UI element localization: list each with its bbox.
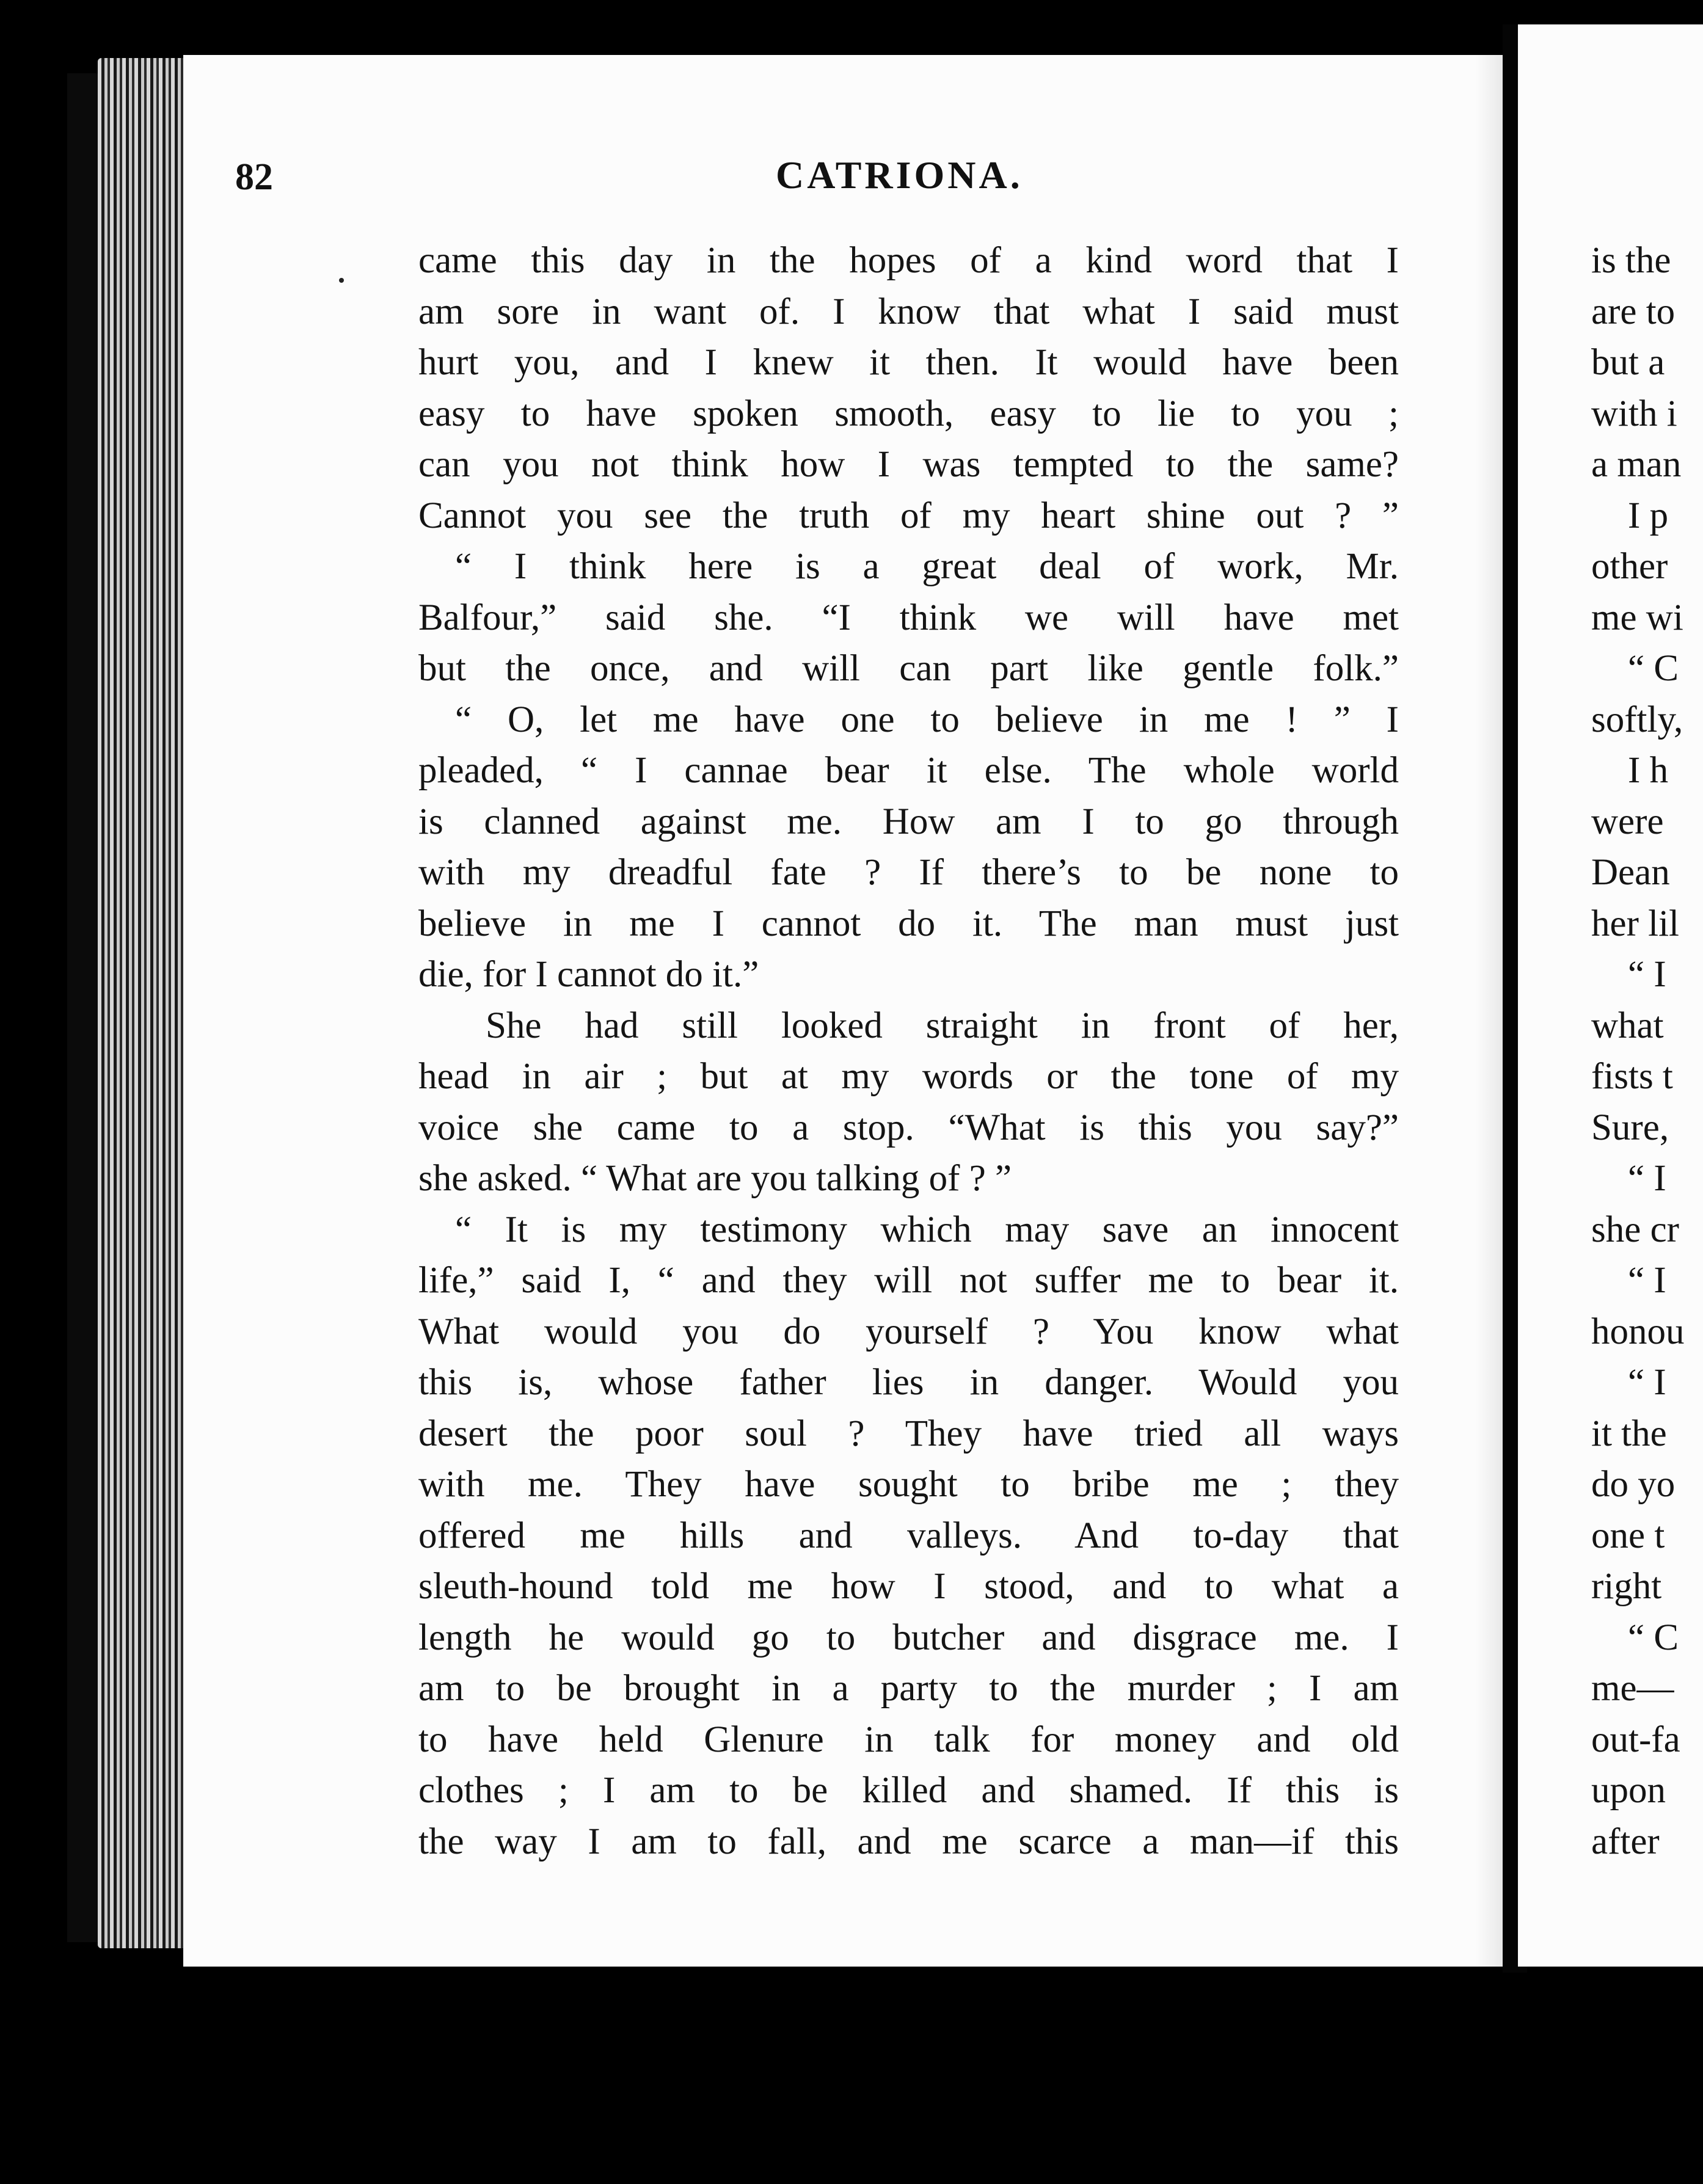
text-fragment: upon <box>1591 1770 1666 1811</box>
text-fragment: I h <box>1628 750 1669 791</box>
text-fragment: honou <box>1591 1311 1685 1352</box>
text-fragment: is the <box>1591 240 1671 281</box>
text-fragment: other <box>1591 546 1668 587</box>
text-fragment: one t <box>1591 1515 1665 1556</box>
ink-speck <box>339 278 344 283</box>
text-line: Balfour,” said she. “I think we will have met <box>418 597 1399 638</box>
text-line: “ O, let me have one to believe in me ! ” I <box>455 699 1399 740</box>
text-fragment: right <box>1591 1566 1662 1607</box>
text-line: came this day in the hopes of a kind word that I <box>418 240 1399 281</box>
text-line: head in air ; but at my words or the tone of my <box>418 1056 1399 1097</box>
text-line: clothes ; I am to be killed and shamed. If this is <box>418 1770 1399 1811</box>
text-fragment: “ I <box>1628 954 1666 995</box>
text-line: What would you do yourself ? You know what <box>418 1311 1399 1352</box>
text-fragment: are to <box>1591 291 1676 332</box>
text-line: believe in me I cannot do it. The man must just <box>418 903 1399 944</box>
text-fragment: “ C <box>1628 1617 1679 1658</box>
text-fragment: Sure, <box>1591 1107 1669 1148</box>
text-fragment: “ I <box>1628 1260 1666 1301</box>
text-fragment: her lil <box>1591 903 1679 944</box>
text-line: die, for I cannot do it.” <box>418 954 759 995</box>
text-fragment: do yo <box>1591 1464 1676 1505</box>
text-line: sleuth-hound told me how I stood, and to what a <box>418 1566 1399 1607</box>
text-fragment: she cr <box>1591 1209 1679 1250</box>
text-fragment: out-fa <box>1591 1719 1680 1760</box>
text-line: this is, whose father lies in danger. Would you <box>418 1362 1399 1403</box>
text-line: life,” said I, “ and they will not suffer me to bear it. <box>418 1260 1399 1301</box>
text-fragment: me— <box>1591 1668 1674 1709</box>
page-number: 82 <box>235 156 273 198</box>
text-line: is clanned against me. How am I to go through <box>418 801 1399 842</box>
text-line: easy to have spoken smooth, easy to lie to you ; <box>418 393 1399 434</box>
text-fragment: were <box>1591 801 1664 842</box>
left-page-text <box>418 235 1399 1867</box>
text-fragment: “ I <box>1628 1158 1666 1199</box>
running-head: CATRIONA. <box>776 153 1023 197</box>
text-line: voice she came to a stop. “What is this you say?” <box>418 1107 1399 1148</box>
text-fragment: Dean <box>1591 852 1670 893</box>
text-line: she asked. “ What are you talking of ? ” <box>418 1158 1012 1199</box>
text-fragment: “ C <box>1628 648 1679 689</box>
text-fragment: what <box>1591 1005 1664 1046</box>
text-line: length he would go to butcher and disgrace me. I <box>418 1617 1399 1658</box>
text-line: am to be brought in a party to the murder ; I am <box>418 1668 1399 1709</box>
text-line: but the once, and will can part like gentle folk.” <box>418 648 1399 689</box>
text-line: with my dreadful fate ? If there’s to be none to <box>418 852 1399 893</box>
text-fragment: I p <box>1628 495 1669 536</box>
text-fragment: but a <box>1591 342 1665 383</box>
text-fragment: softly, <box>1591 699 1683 740</box>
text-line: She had still looked straight in front of her, <box>486 1005 1399 1046</box>
text-line: pleaded, “ I cannae bear it else. The whole world <box>418 750 1399 791</box>
text-fragment: after <box>1591 1821 1660 1862</box>
text-line: offered me hills and valleys. And to-day that <box>418 1515 1399 1556</box>
text-line: am sore in want of. I know that what I said must <box>418 291 1399 332</box>
text-line: to have held Glenure in talk for money and old <box>418 1719 1399 1760</box>
page-edges <box>98 58 189 1948</box>
text-line: “ It is my testimony which may save an innocent <box>455 1209 1399 1250</box>
right-page-text <box>1591 235 1703 1867</box>
text-fragment: a man <box>1591 444 1682 485</box>
text-line: hurt you, and I knew it then. It would have been <box>418 342 1399 383</box>
text-line: can you not think how I was tempted to the same? <box>418 444 1399 485</box>
text-line: “ I think here is a great deal of work, Mr. <box>455 546 1399 587</box>
text-fragment: it the <box>1591 1413 1667 1454</box>
text-line: with me. They have sought to bribe me ; they <box>418 1464 1399 1505</box>
text-fragment: with i <box>1591 393 1677 434</box>
text-fragment: “ I <box>1628 1362 1666 1403</box>
text-line: desert the poor soul ? They have tried all ways <box>418 1413 1399 1454</box>
text-line: Cannot you see the truth of my heart shine out ? ” <box>418 495 1399 536</box>
text-fragment: fists t <box>1591 1056 1673 1097</box>
text-fragment: me wi <box>1591 597 1683 638</box>
text-line: the way I am to fall, and me scarce a man—if this <box>418 1821 1399 1862</box>
